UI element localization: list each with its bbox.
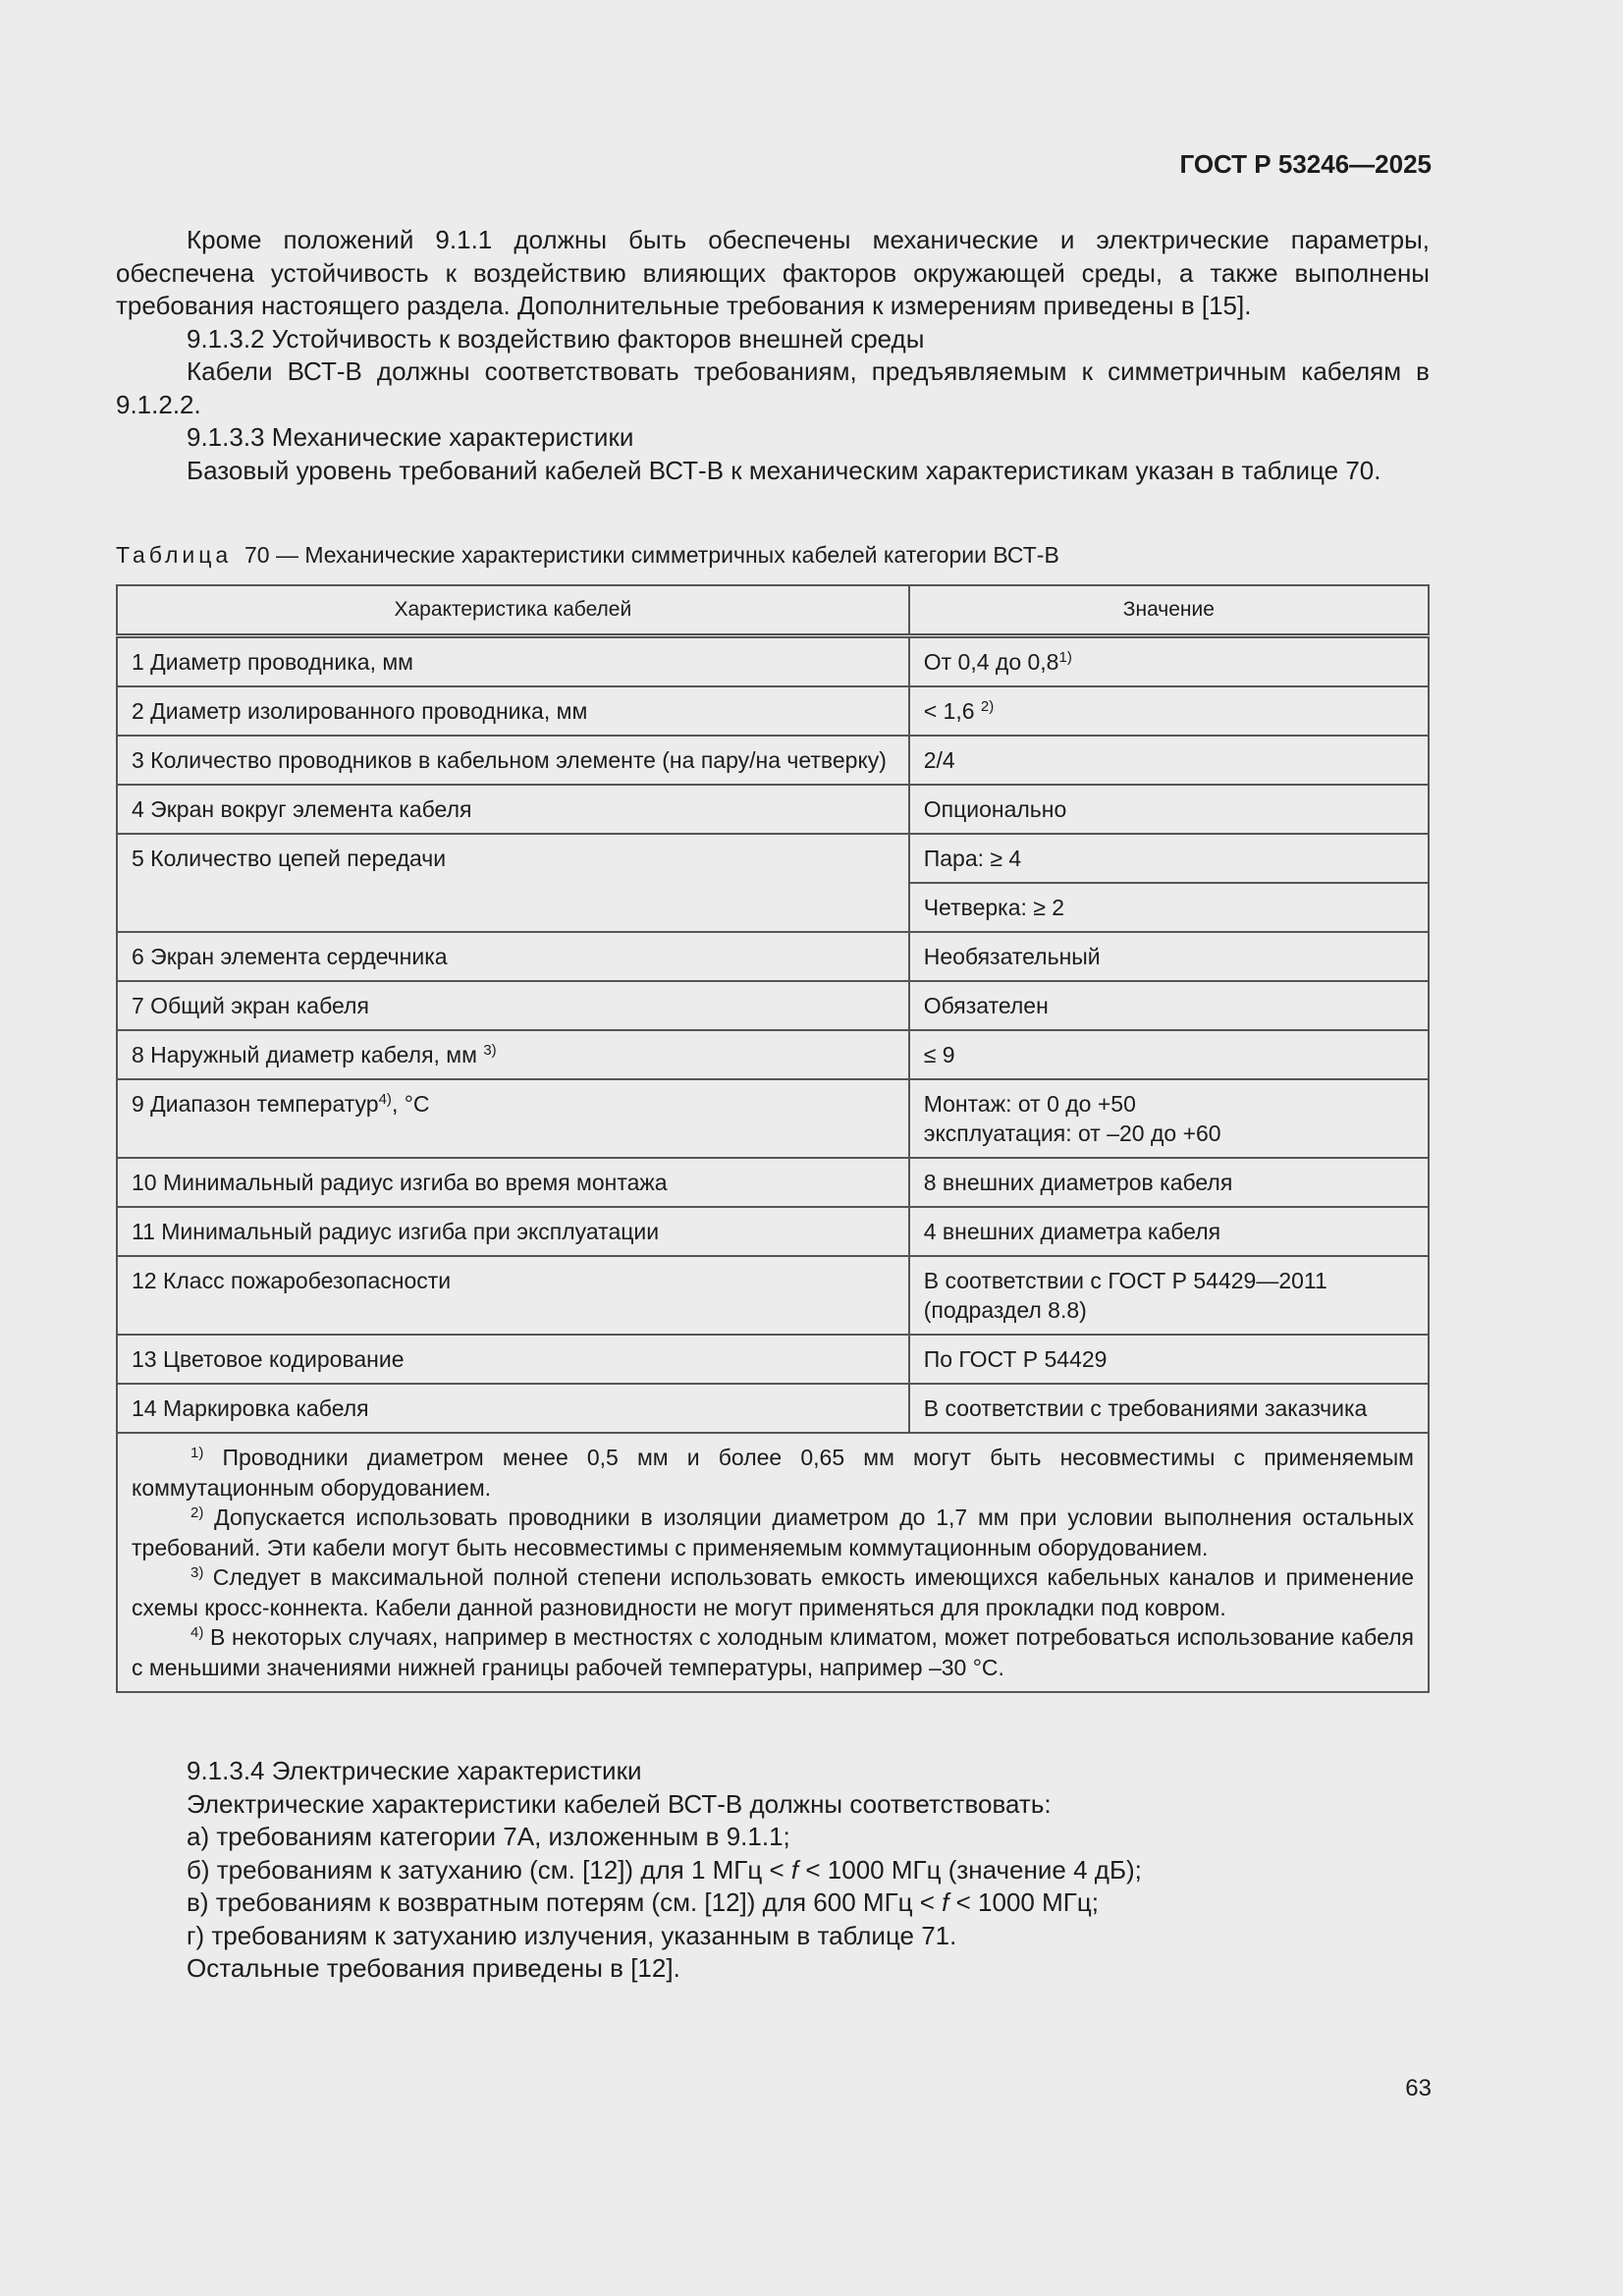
- subsection-heading: 9.1.3.4 Электрические характеристики: [187, 1756, 642, 1785]
- table-row: [117, 1030, 1429, 1079]
- footnote: $^{2)}$ Допускается использовать проводники в изоляции диаметром до 1,7 мм при условии выполнения остальных требований. Эти кабели могут быть несовместимы с применяемым коммутационным оборудованием.: [132, 1504, 1414, 1560]
- table-row: [117, 1335, 1429, 1384]
- table-row: [117, 736, 1429, 785]
- list-item: а) требованиям категории 7А, изложенным в 9.1.1;: [187, 1822, 790, 1851]
- value-cell: Необязательный: [909, 932, 1429, 981]
- table-caption: [116, 542, 1059, 569]
- page-number: 63: [1405, 2075, 1432, 2102]
- document-header: ГОСТ Р 53246—2025: [1179, 149, 1432, 179]
- table-row: [117, 1207, 1429, 1256]
- table-row: [117, 1384, 1429, 1433]
- value-cell: В соответствии с ГОСТ Р 54429—2011 (подраздел 8.8): [909, 1256, 1429, 1335]
- table-row: [117, 636, 1429, 687]
- value-cell: По ГОСТ Р 54429: [909, 1335, 1429, 1384]
- value-cell: 2/4: [909, 736, 1429, 785]
- subsection-heading: 9.1.3.2 Устойчивость к воздействию факторов внешней среды: [187, 323, 925, 354]
- characteristic-cell: 7 Общий экран кабеля: [117, 981, 909, 1030]
- table-notes-row: [117, 1433, 1429, 1692]
- list-item: б) требованиям к затуханию (см. [12]) для 1 МГц < f < 1000 МГц (значение 4 дБ);: [187, 1854, 1142, 1885]
- value-cell: ≤ 9: [909, 1030, 1429, 1079]
- characteristic-cell: 11 Минимальный радиус изгиба при эксплуатации: [117, 1207, 909, 1256]
- table-row: [117, 1079, 1429, 1158]
- value-cell: Четверка: ≥ 2: [909, 883, 1429, 932]
- footnote: $^{4)}$ В некоторых случаях, например в местностях с холодным климатом, может потребоваться использование кабеля с меньшими значениями нижней границы рабочей температуры, например –30 °С.: [132, 1624, 1414, 1680]
- table-row: [117, 1158, 1429, 1207]
- footnote: $^{1)}$ Проводники диаметром менее 0,5 мм и более 0,65 мм могут быть несовместимы с применяемым коммутационным оборудованием.: [132, 1445, 1414, 1501]
- value-cell: Пара: ≥ 4: [909, 834, 1429, 883]
- list-item: г) требованиям к затуханию излучения, указанным в таблице 71.: [187, 1920, 957, 1950]
- characteristic-cell: 9 Диапазон температур$^{4)}$, °С: [117, 1079, 909, 1158]
- value-cell: < 1,6 $^{2)}$: [909, 686, 1429, 736]
- characteristic-cell: 10 Минимальный радиус изгиба во время монтажа: [117, 1158, 909, 1207]
- characteristic-cell: 5 Количество цепей передачи: [117, 834, 909, 932]
- paragraph: Кроме положений 9.1.1 должны быть обеспечены механические и электрические параметры, обеспечена устойчивость к воздействию влияющих факторов окружающей среды, а также выполнены требования настоящего раздела. Дополнительные требования к измерениям приведены в [15].: [116, 225, 1430, 320]
- characteristic-cell: 1 Диаметр проводника, мм: [117, 636, 909, 687]
- column-header: Характеристика кабелей: [117, 585, 909, 636]
- paragraph: Базовый уровень требований кабелей ВСТ-В к механическим характеристикам указан в таблице 70.: [187, 455, 1381, 485]
- characteristic-cell: 13 Цветовое кодирование: [117, 1335, 909, 1384]
- table-row: [117, 1256, 1429, 1335]
- value-cell: Опционально: [909, 785, 1429, 834]
- subsection-heading: 9.1.3.3 Механические характеристики: [187, 422, 634, 452]
- table-header-row: [117, 585, 1429, 636]
- paragraph: Остальные требования приведены в [12].: [187, 1953, 680, 1983]
- characteristic-cell: 8 Наружный диаметр кабеля, мм $^{3)}$: [117, 1030, 909, 1079]
- table-row: [117, 981, 1429, 1030]
- table-row: [117, 785, 1429, 834]
- characteristic-cell: 4 Экран вокруг элемента кабеля: [117, 785, 909, 834]
- table-caption-text: 70 — Механические характеристики симметричных кабелей категории ВСТ-В: [243, 542, 1059, 568]
- characteristic-cell: 2 Диаметр изолированного проводника, мм: [117, 686, 909, 736]
- characteristic-cell: 6 Экран элемента сердечника: [117, 932, 909, 981]
- table-row: [117, 834, 1429, 883]
- table-footnotes: [117, 1433, 1429, 1692]
- characteristics-table: [116, 584, 1430, 1693]
- table-caption-label: Таблица: [116, 542, 233, 568]
- value-cell: Обязателен: [909, 981, 1429, 1030]
- paragraph: Электрические характеристики кабелей ВСТ-В должны соответствовать:: [187, 1788, 1052, 1819]
- value-cell: 4 внешних диаметра кабеля: [909, 1207, 1429, 1256]
- characteristic-cell: 3 Количество проводников в кабельном элементе (на пару/на четверку): [117, 736, 909, 785]
- characteristic-cell: 12 Класс пожаробезопасности: [117, 1256, 909, 1335]
- electrical-section: [116, 1755, 1430, 1986]
- table-row: [117, 932, 1429, 981]
- value-cell: 8 внешних диаметров кабеля: [909, 1158, 1429, 1207]
- characteristic-cell: 14 Маркировка кабеля: [117, 1384, 909, 1433]
- paragraph: Кабели ВСТ-В должны соответствовать требованиям, предъявляемым к симметричным кабелям в 9.1.2.2.: [116, 356, 1430, 419]
- list-item: в) требованиям к возвратным потерям (см. [12]) для 600 МГц < f < 1000 МГц;: [187, 1887, 1099, 1917]
- column-header: Значение: [909, 585, 1429, 636]
- value-cell: В соответствии с требованиями заказчика: [909, 1384, 1429, 1433]
- table-row: [117, 686, 1429, 736]
- value-cell: Монтаж: от 0 до +50 эксплуатация: от –20 до +60: [909, 1079, 1429, 1158]
- footnote: $^{3)}$ Следует в максимальной полной степени использовать емкость имеющихся кабельных каналов и применение схемы кросс-коннекта. Кабели данной разновидности не могут применяться для прокладки под ковром.: [132, 1564, 1414, 1620]
- intro-section: [116, 224, 1430, 487]
- value-cell: От 0,4 до 0,8$^{1)}$: [909, 636, 1429, 687]
